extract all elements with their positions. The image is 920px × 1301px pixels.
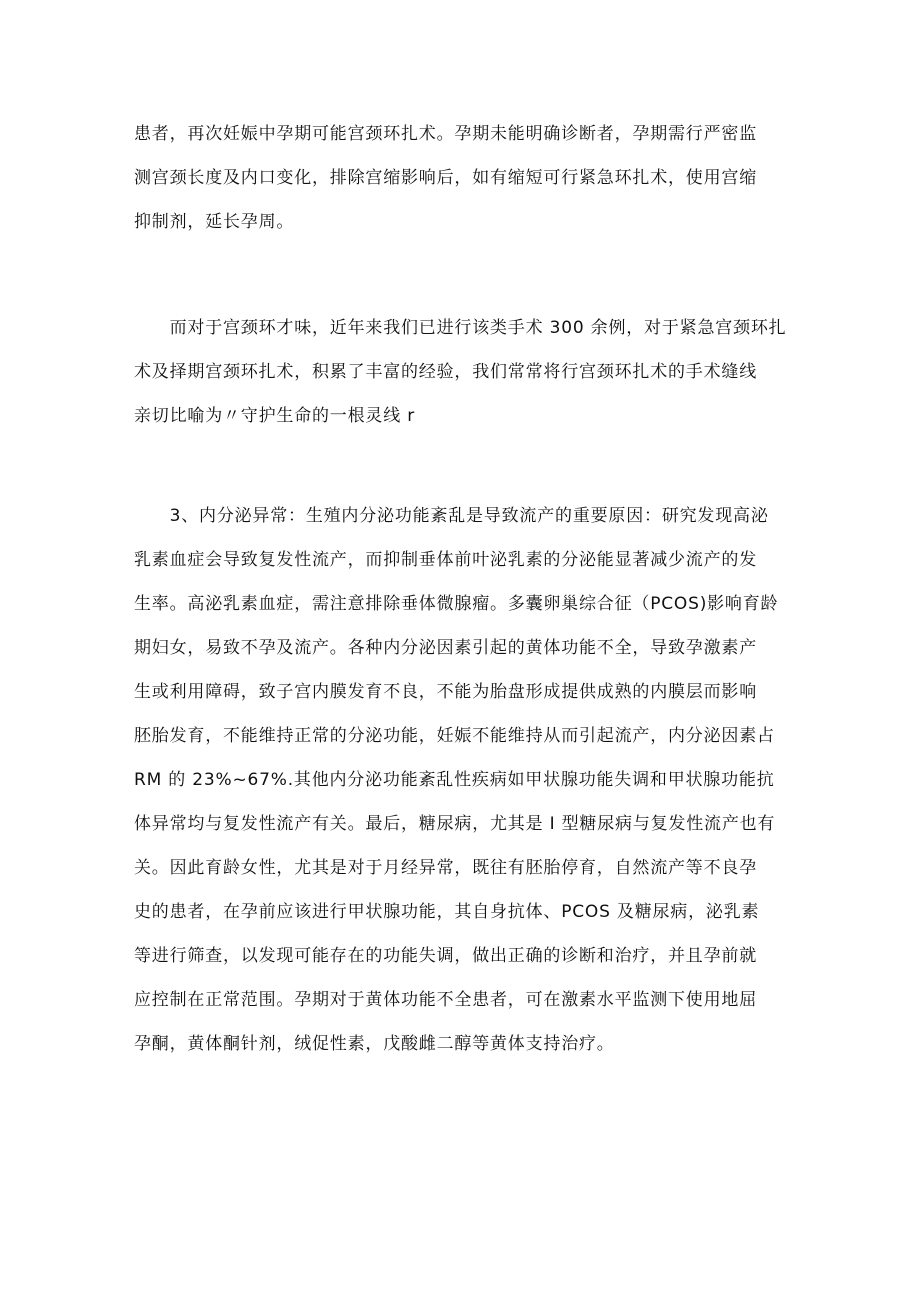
paragraph-cervical-cerclage-indication [134, 112, 814, 244]
text-line: 史的患者，在孕前应该进行甲状腺功能，其自身抗体、PCOS 及糖尿病，泌乳素 [134, 902, 760, 922]
text-line: 术及择期宫颈环扎术，积累了丰富的经验，我们常常将行宫颈环扎术的手术缝线 [134, 362, 757, 382]
text-line: 乳素血症会导致复发性流产，而抑制垂体前叶泌乳素的分泌能显著减少流产的发 [134, 550, 757, 570]
text-line: 期妇女，易致不孕及流产。各种内分泌因素引起的黄体功能不全，导致孕激素产 [134, 638, 757, 658]
text-line: 而对于宫颈环才味，近年来我们已进行该类手术 300 余例，对于紧急宫颈环扎 [134, 318, 787, 338]
text-line: 关。因此育龄女性，尤其是对于月经异常，既往有胚胎停育，自然流产等不良孕 [134, 858, 757, 878]
paragraph-endocrine-abnormality [134, 494, 814, 1066]
paragraph-cerclage-experience [134, 306, 814, 438]
text-line: 3、内分泌异常：生殖内分泌功能紊乱是导致流产的重要原因：研究发现高泌 [134, 506, 769, 526]
text-line: 生或利用障碍，致子宫内膜发育不良，不能为胎盘形成提供成熟的内膜层而影响 [134, 682, 757, 702]
text-line: 等进行筛查，以发现可能存在的功能失调，做出正确的诊断和治疗，并且孕前就 [134, 946, 757, 966]
text-line: 测宫颈长度及内口变化，排除宫缩影响后，如有缩短可行紧急环扎术，使用宫缩 [134, 168, 757, 188]
text-line: 应控制在正常范围。孕期对于黄体功能不全患者，可在激素水平监测下使用地屈 [134, 990, 757, 1010]
text-line: 生率。高泌乳素血症，需注意排除垂体微腺瘤。多囊卵巢综合征（PCOS)影响育龄 [134, 594, 779, 614]
text-line: RM 的 23%~67%.其他内分泌功能紊乱性疾病如甲状腺功能失调和甲状腺功能抗 [134, 770, 775, 790]
text-line: 抑制剂，延长孕周。 [134, 212, 295, 232]
text-line: 体异常均与复发性流产有关。最后，糖尿病，尤其是 I 型糖尿病与复发性流产也有 [134, 814, 776, 834]
text-line: 患者，再次妊娠中孕期可能宫颈环扎术。孕期未能明确诊断者，孕期需行严密监 [134, 124, 757, 144]
text-line: 孕酮，黄体酮针剂，绒促性素，戊酸雌二醇等黄体支持治疗。 [134, 1034, 615, 1054]
text-line: 亲切比喻为〃守护生命的一根灵线 r [134, 406, 415, 426]
text-line: 胚胎发育，不能维持正常的分泌功能，妊娠不能维持从而引起流产，内分泌因素占 [134, 726, 775, 746]
